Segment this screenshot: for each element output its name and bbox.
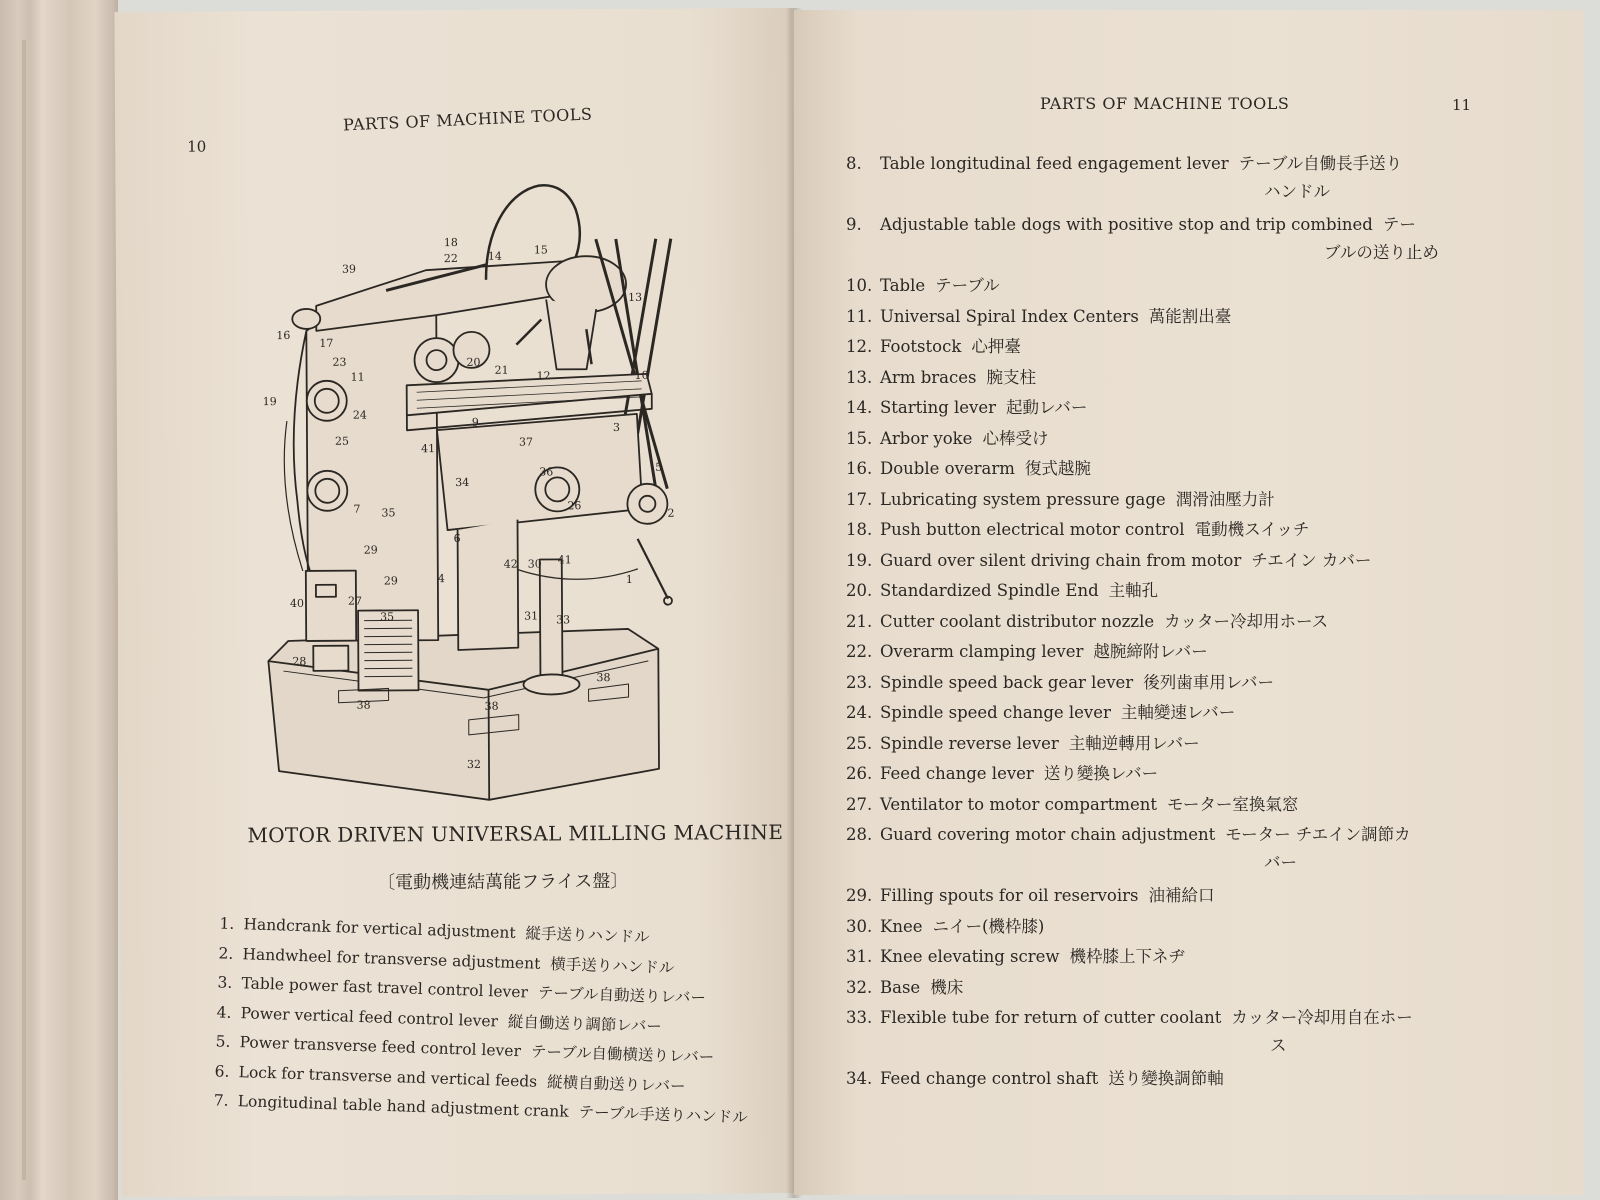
list-item: 19. Guard over silent driving chain from motor チエイン カバー bbox=[846, 550, 1372, 570]
svg-text:35: 35 bbox=[381, 506, 396, 520]
left-page bbox=[114, 8, 799, 1197]
page-number: 11 bbox=[1452, 96, 1472, 114]
svg-text:11: 11 bbox=[350, 370, 365, 384]
svg-text:24: 24 bbox=[352, 408, 367, 422]
figure-caption-english: MOTOR DRIVEN UNIVERSAL MILLING MACHINE bbox=[247, 820, 784, 848]
list-item: 30. Knee ニイー(機枠膝) bbox=[846, 916, 1045, 936]
page-stack-edge bbox=[0, 0, 118, 1200]
svg-text:18: 18 bbox=[443, 235, 458, 250]
svg-text:25: 25 bbox=[334, 434, 350, 448]
list-item: 23. Spindle speed back gear lever 後列歯車用レバー bbox=[846, 672, 1275, 692]
list-item: 18. Push button electrical motor control 電動機スイッチ bbox=[846, 520, 1310, 539]
svg-text:28: 28 bbox=[292, 654, 307, 669]
parts-list-left bbox=[213, 911, 789, 1136]
right-page bbox=[794, 10, 1584, 1195]
svg-text:40: 40 bbox=[289, 596, 305, 611]
page-number: 10 bbox=[187, 137, 207, 156]
svg-text:34: 34 bbox=[455, 475, 470, 490]
svg-text:21: 21 bbox=[494, 363, 509, 377]
list-item: 12. Footstock 心押臺 bbox=[846, 337, 1021, 356]
svg-text:10: 10 bbox=[634, 368, 649, 382]
svg-text:22: 22 bbox=[443, 251, 458, 266]
list-item: 16. Double overarm 復式越腕 bbox=[846, 459, 1091, 478]
list-item: 11. Universal Spiral Index Centers 萬能割出臺 bbox=[846, 306, 1232, 326]
list-item: 33. Flexible tube for return of cutter coolant カッター冷却用自在ホー ス bbox=[846, 1008, 1413, 1055]
list-item: 28. Guard covering motor chain adjustment モーター チエイン調節カ バー bbox=[846, 825, 1411, 872]
svg-text:15: 15 bbox=[533, 243, 548, 257]
list-item: 13. Arm braces 腕支柱 bbox=[846, 367, 1036, 387]
svg-text:1: 1 bbox=[625, 572, 633, 586]
svg-text:20: 20 bbox=[466, 355, 481, 369]
svg-text:6: 6 bbox=[453, 531, 461, 546]
list-item: 22. Overarm clamping lever 越腕締附レバー bbox=[846, 642, 1208, 661]
running-head: PARTS OF MACHINE TOOLS bbox=[342, 104, 593, 135]
list-item: 1. Handcrank for vertical adjustment 縦手送りハンドル bbox=[219, 914, 650, 947]
svg-text:2: 2 bbox=[667, 506, 675, 520]
svg-text:9: 9 bbox=[471, 415, 479, 429]
svg-text:29: 29 bbox=[363, 543, 378, 557]
list-item: 31. Knee elevating screw 機枠膝上下ネヂ bbox=[846, 947, 1186, 966]
milling-machine-illustration bbox=[255, 169, 689, 812]
list-item: 34. Feed change control shaft 送り變換調節軸 bbox=[846, 1069, 1224, 1088]
svg-text:39: 39 bbox=[341, 262, 357, 276]
list-item: 26. Feed change lever 送り變換レバー bbox=[846, 764, 1159, 783]
list-item: 10. Table テーブル bbox=[846, 276, 1000, 295]
svg-text:31: 31 bbox=[524, 609, 539, 623]
list-item: 3. Table power fast travel control lever テーブル自動送りレバー bbox=[217, 973, 707, 1008]
list-item: 14. Starting lever 起動レバー bbox=[846, 398, 1088, 417]
list-item: 27. Ventilator to motor compartment モーター室換氣窓 bbox=[846, 794, 1299, 814]
svg-text:38: 38 bbox=[596, 671, 611, 685]
list-item: 5. Power transverse feed control lever テーブル自働横送りレバー bbox=[215, 1032, 715, 1067]
svg-text:38: 38 bbox=[356, 698, 371, 712]
list-item: 4. Power vertical feed control lever 縦自働送り調節レバー bbox=[216, 1002, 663, 1036]
list-item: 24. Spindle speed change lever 主軸變速レバー bbox=[846, 703, 1236, 722]
svg-text:23: 23 bbox=[332, 355, 347, 369]
svg-text:4: 4 bbox=[437, 572, 445, 586]
svg-text:33: 33 bbox=[556, 613, 571, 627]
list-item: 29. Filling spouts for oil reservoirs 油補給口 bbox=[846, 886, 1215, 905]
svg-text:35: 35 bbox=[380, 610, 395, 624]
svg-text:42: 42 bbox=[503, 557, 518, 571]
list-item: 6. Lock for transverse and vertical feeds 縦横自動送りレバー bbox=[214, 1061, 686, 1096]
list-item: 32. Base 機床 bbox=[846, 977, 964, 997]
svg-text:3: 3 bbox=[612, 421, 620, 435]
svg-text:36: 36 bbox=[539, 465, 554, 479]
list-item: 25. Spindle reverse lever 主軸逆轉用レバー bbox=[846, 733, 1200, 753]
svg-text:19: 19 bbox=[262, 395, 277, 409]
figure-caption-japanese: 〔電動機連結萬能フライス盤〕 bbox=[377, 870, 629, 894]
svg-text:13: 13 bbox=[628, 290, 643, 304]
svg-text:27: 27 bbox=[347, 594, 363, 608]
list-item: 15. Arbor yoke 心棒受け bbox=[846, 428, 1049, 448]
list-item: 7. Longitudinal table hand adjustment crank テーブル手送りハンドル bbox=[213, 1091, 748, 1127]
list-item: 2. Handwheel for transverse adjustment 横手送りハンドル bbox=[218, 943, 675, 977]
svg-text:41: 41 bbox=[421, 442, 436, 456]
running-head: PARTS OF MACHINE TOOLS bbox=[1040, 94, 1290, 113]
svg-text:29: 29 bbox=[383, 574, 398, 588]
svg-text:41: 41 bbox=[557, 553, 572, 567]
list-item: 8. Table longitudinal feed engagement lever テーブル自働長手送り ハンドル bbox=[846, 154, 1403, 201]
list-item: 20. Standardized Spindle End 主軸孔 bbox=[846, 581, 1159, 600]
list-item: 9. Adjustable table dogs with positive stop and trip combined テー ブルの送り止め bbox=[846, 215, 1439, 262]
svg-text:7: 7 bbox=[353, 502, 361, 516]
svg-text:12: 12 bbox=[536, 369, 551, 383]
svg-text:16: 16 bbox=[276, 329, 291, 343]
svg-text:5: 5 bbox=[655, 460, 663, 474]
list-item: 21. Cutter coolant distributor nozzle カッター冷却用ホース bbox=[846, 611, 1329, 631]
svg-text:17: 17 bbox=[319, 336, 334, 350]
svg-text:32: 32 bbox=[466, 757, 482, 771]
svg-text:14: 14 bbox=[487, 249, 502, 263]
svg-text:26: 26 bbox=[567, 499, 582, 513]
svg-text:37: 37 bbox=[518, 435, 534, 449]
svg-text:38: 38 bbox=[484, 699, 499, 713]
list-item: 17. Lubricating system pressure gage 潤滑油壓力計 bbox=[846, 489, 1275, 509]
parts-list-right bbox=[846, 150, 1466, 1096]
svg-text:30: 30 bbox=[527, 557, 542, 571]
